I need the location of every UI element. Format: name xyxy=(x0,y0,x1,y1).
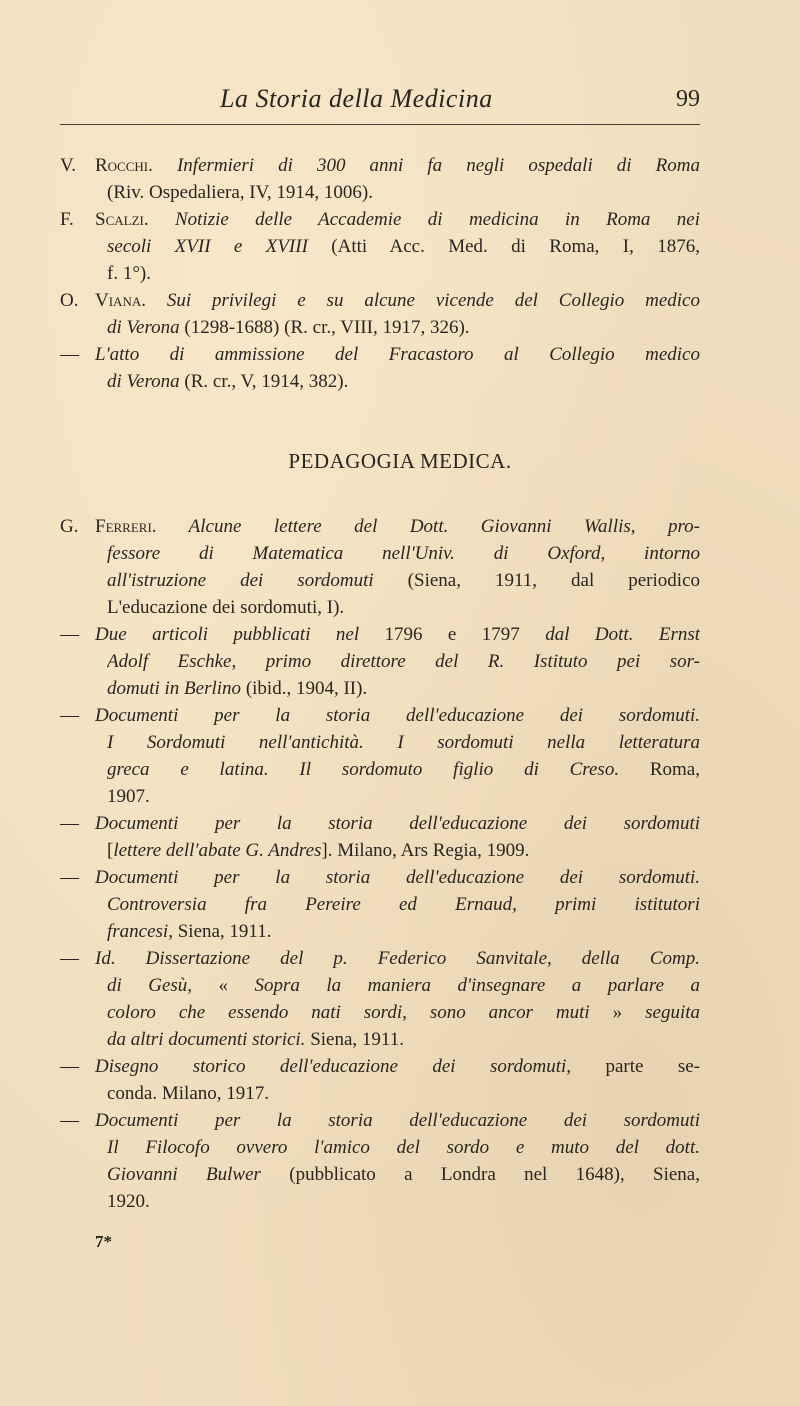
title-text: Documenti per la storia dell'educazione dei sordomuti. xyxy=(95,867,700,888)
title-text: Disegno storico dell'educazione dei sordomuti, xyxy=(95,1056,572,1077)
title-text: all'istruzione dei sordomuti xyxy=(107,570,374,591)
title-text: Il Filocofo ovvero l'amico del sordo e muto del dott. xyxy=(107,1137,700,1158)
section-heading: PEDAGOGIA MEDICA. xyxy=(288,449,512,473)
entry-line xyxy=(107,179,700,206)
title-text: Documenti per la storia dell'educazione dei sordomuti. xyxy=(95,705,700,726)
entry-line xyxy=(60,864,700,891)
title-text: Sopra la maniera d'insegnare a parlare a xyxy=(254,975,700,996)
author-name: Scalzi. xyxy=(95,209,149,230)
citation-text: (Siena, 1911, dal periodico xyxy=(373,570,700,591)
bibliography-entry xyxy=(0,1053,800,1107)
entry-line xyxy=(60,1053,700,1080)
title-text: fessore di Matematica nell'Univ. di Oxford, intorno xyxy=(107,543,700,564)
bibliography-entry xyxy=(0,287,800,341)
citation-text: ]. Milano, Ars Regia, 1909. xyxy=(321,840,530,861)
bibliography-entry xyxy=(0,621,800,702)
title-text: Adolf Eschke, primo direttore del R. Istituto pei sor- xyxy=(107,651,700,672)
bibliography-entry xyxy=(0,702,800,810)
bibliography-entry xyxy=(0,152,800,206)
header-rule xyxy=(60,124,700,125)
title-text: Due articoli pubblicati nel xyxy=(95,624,360,645)
entry-line xyxy=(60,621,700,648)
entry-line xyxy=(107,918,700,945)
page-number: 99 xyxy=(676,86,700,112)
title-text: L'atto di ammissione del Fracastoro al Collegio medico xyxy=(95,344,700,365)
citation-text: » xyxy=(589,1002,646,1023)
entry-label: — xyxy=(60,813,79,834)
title-text: Documenti per la storia dell'educazione dei sordomuti xyxy=(95,1110,700,1131)
title-text: francesi, xyxy=(107,921,173,942)
entry-line xyxy=(107,756,700,783)
entry-label: G. xyxy=(60,516,79,537)
signature-mark: 7* xyxy=(95,1232,112,1251)
entry-label: — xyxy=(60,624,79,645)
title-text: Documenti per la storia dell'educazione dei sordomuti xyxy=(95,813,700,834)
entry-line xyxy=(107,1134,700,1161)
citation-text: (Riv. Ospedaliera, IV, 1914, 1006). xyxy=(107,182,373,203)
entry-line xyxy=(107,314,700,341)
entry-label: — xyxy=(60,344,79,365)
citation-text: (1298-1688) (R. cr., VIII, 1917, 326). xyxy=(179,317,470,338)
title-text: lettere dell'abate G. Andres xyxy=(113,840,322,861)
citation-text: Siena, 1911. xyxy=(172,921,272,942)
entry-line xyxy=(107,972,700,999)
entry-line xyxy=(107,783,700,810)
title-text: da altri documenti storici. xyxy=(107,1029,306,1050)
entry-line xyxy=(107,675,700,702)
author-name: Viana. xyxy=(95,290,146,311)
title-text: Id. Dissertazione del p. Federico Sanvitale, della Comp. xyxy=(95,948,700,969)
title-text: dal Dott. Ernst xyxy=(545,624,700,645)
author-name: Rocchi. xyxy=(95,155,153,176)
citation-text: (pubblicato a Londra nel 1648), Siena, xyxy=(260,1164,700,1185)
entry-line xyxy=(107,1026,700,1053)
entry-line xyxy=(60,152,700,179)
entry-label: — xyxy=(60,1056,79,1077)
citation-text: [ xyxy=(107,840,114,861)
entry-line xyxy=(107,729,700,756)
bibliography-entry xyxy=(0,513,800,621)
entry-line xyxy=(107,999,700,1026)
bibliography-entry xyxy=(0,1107,800,1215)
entry-line xyxy=(107,233,700,260)
entry-line xyxy=(107,260,700,287)
entry-line xyxy=(60,1107,700,1134)
entry-line xyxy=(107,648,700,675)
entry-label: O. xyxy=(60,290,79,311)
entry-label: — xyxy=(60,948,79,969)
title-text: seguita xyxy=(645,1002,700,1023)
title-text: di Verona xyxy=(107,317,180,338)
citation-text: « xyxy=(218,975,255,996)
entry-line xyxy=(107,540,700,567)
bibliography-entry xyxy=(0,206,800,287)
running-title: La Storia della Medicina xyxy=(220,84,493,113)
bibliography-block-history xyxy=(0,152,800,395)
title-text: Alcune lettere del Dott. Giovanni Wallis, pro- xyxy=(156,516,700,537)
title-text: Infermieri di 300 anni fa negli ospedali di Roma xyxy=(152,155,700,176)
citation-text: L'educazione dei sordomuti, I). xyxy=(107,597,345,618)
citation-text: Roma, xyxy=(619,759,700,780)
entry-label: F. xyxy=(60,209,74,230)
title-text: domuti in Berlino xyxy=(107,678,242,699)
bibliography-entry xyxy=(0,810,800,864)
running-head xyxy=(220,84,700,114)
title-text: Giovanni Bulwer xyxy=(107,1164,261,1185)
citation-text: conda. Milano, 1917. xyxy=(107,1083,270,1104)
bibliography-entry xyxy=(0,945,800,1053)
citation-text: (Atti Acc. Med. di Roma, I, 1876, xyxy=(307,236,700,257)
author-name: Ferreri. xyxy=(95,516,157,537)
entry-label: V. xyxy=(60,155,77,176)
citation-text: 1907. xyxy=(107,786,150,807)
bibliography-block-pedagogy xyxy=(0,513,800,1215)
entry-line xyxy=(107,594,700,621)
entry-line xyxy=(107,368,700,395)
entry-line xyxy=(60,287,700,314)
citation-text: 1920. xyxy=(107,1191,150,1212)
entry-line xyxy=(107,567,700,594)
entry-line xyxy=(107,1161,700,1188)
title-text: greca e latina. Il sordomuto figlio di Creso. xyxy=(107,759,620,780)
entry-label: — xyxy=(60,705,79,726)
title-text: coloro che essendo nati sordi, sono ancor muti xyxy=(107,1002,590,1023)
bibliography-entry xyxy=(0,341,800,395)
entry-line xyxy=(107,837,700,864)
entry-line xyxy=(60,945,700,972)
citation-text: (ibid., 1904, II). xyxy=(241,678,368,699)
title-text: Controversia fra Pereire ed Ernaud, primi istitutori xyxy=(107,894,700,915)
entry-line xyxy=(107,1188,700,1215)
citation-text: parte se- xyxy=(571,1056,700,1077)
title-text: secoli XVII e XVIII xyxy=(107,236,308,257)
bibliography-entry xyxy=(0,864,800,945)
entry-line xyxy=(60,513,700,540)
entry-line xyxy=(60,206,700,233)
citation-text: (R. cr., V, 1914, 382). xyxy=(179,371,349,392)
citation-text: 1796 e 1797 xyxy=(359,624,546,645)
entry-line xyxy=(60,341,700,368)
title-text: I Sordomuti nell'antichità. I sordomuti nella letteratura xyxy=(107,732,700,753)
entry-line xyxy=(60,810,700,837)
title-text: Sui privilegi e su alcune vicende del Collegio medico xyxy=(145,290,700,311)
citation-text: f. 1°). xyxy=(107,263,152,284)
entry-line xyxy=(107,891,700,918)
title-text: Notizie delle Accademie di medicina in Roma nei xyxy=(148,209,700,230)
entry-line xyxy=(60,702,700,729)
title-text: di Verona xyxy=(107,371,180,392)
citation-text: Siena, 1911. xyxy=(305,1029,404,1050)
title-text: di Gesù, xyxy=(107,975,219,996)
entry-label: — xyxy=(60,1110,79,1131)
entry-label: — xyxy=(60,867,79,888)
entry-line xyxy=(107,1080,700,1107)
